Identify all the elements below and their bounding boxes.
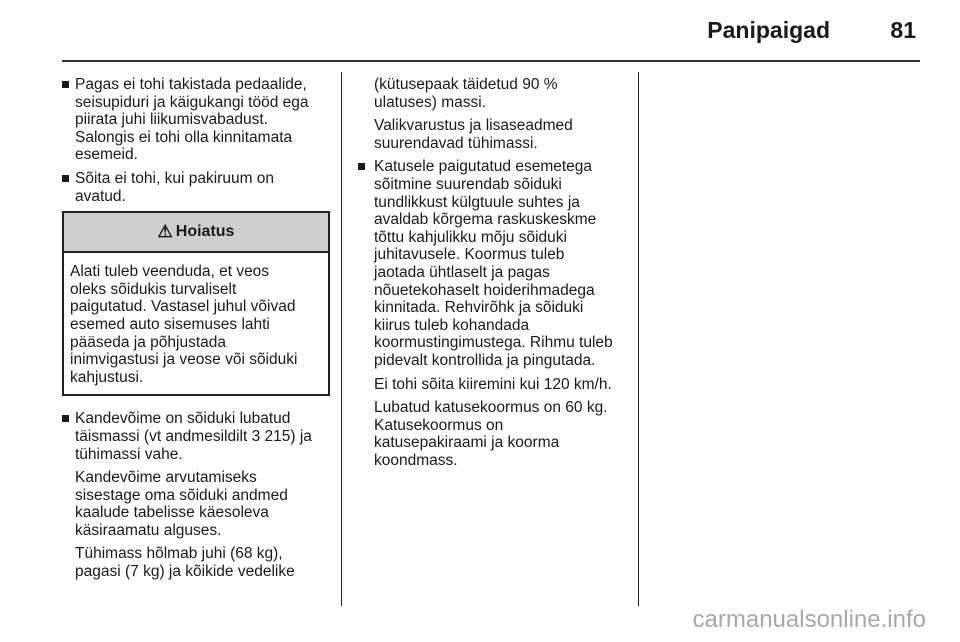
text-line: esemeid. [75,146,138,164]
bullet-square-icon [62,175,69,182]
text-line: Kandevõime arvutamiseks [75,469,257,487]
bullet-square-icon [62,81,69,88]
page-number: 81 [890,17,916,43]
text-line: sõitmine suurendab sõiduki [374,175,562,193]
text-line: esemed auto sisemuses lahti [70,315,270,333]
text-line: Sõita ei tohi, kui pakiruum on [75,169,275,187]
page-title: Panipaigad [707,17,830,43]
text-line: koondmass. [374,451,458,469]
text-line: juhitavusele. Koormus tuleb [374,246,565,264]
column-divider [638,72,639,606]
text-line: Kandevõime on sõiduki lubatud [75,410,291,428]
text-line: Lubatud katusekoormus on 60 kg. [374,399,608,417]
text-line [75,428,330,446]
header-rule [62,60,920,62]
text-line: avaldab kõrgema raskuskeskme [374,211,597,229]
text-line: Katusele paigutatud esemetega [374,158,593,176]
text-line: kahjustusi. [70,368,144,386]
column-divider [341,72,342,606]
text-line: tõttu kahjulikku mõju sõiduki [374,228,567,246]
warning-triangle-icon: ⚠ [157,222,173,242]
text-line: (kütusepaak täidetud 90 % [374,76,558,93]
text-line: Tühimass hõlmab juhi (68 kg), [75,545,283,563]
paragraph [374,376,630,394]
text-line: Ei tohi sõita kiiremini kui 120 km/h. [374,375,612,393]
text-line: seisupiduri ja käigukangi tööd ega [75,93,309,111]
middle-column [358,76,630,475]
warning-box [62,211,330,396]
text-line: kinnitada. Rehvirõhk ja sõiduki [374,299,584,317]
text-line: jaotada ühtlaselt ja pagas [374,263,550,281]
text-line: käsiraamatu alguses. [75,521,222,539]
text-line: koormustingimustega. Rihmu tuleb [374,334,613,352]
text-line: Alati tuleb veenduda, et veos [70,263,270,281]
bullet-square-icon [358,163,365,170]
text-line: Salongis ei tohi olla kinnitamata [75,128,293,146]
bullet-item [62,170,330,205]
text-line: pääseda ja põhjustada [70,333,226,351]
text-line: tundlikkust külgtuule suhtes ja [374,193,580,211]
text-line: sisestage oma sõiduki andmed [75,486,288,504]
bullet-item [62,76,330,164]
text-line: paigutatud. Vastasel juhul võivad [70,298,296,316]
text-line: inimvigastusi ja veose või sõiduki [70,351,298,369]
text-fragment: täismassi (vt andmesildilt [75,427,252,445]
text-fragment: 215) ja [260,427,312,445]
text-line: kiirus tuleb kohandada [374,316,530,334]
warning-title: Hoiatus [175,223,235,241]
text-line: ulatuses) massi. [374,93,486,111]
paragraph [374,76,630,111]
text-line: Valikvarustus ja lisaseadmed [374,117,573,135]
bullet-square-icon [62,415,69,422]
text-line: pidevalt kontrollida ja pingutada. [374,351,596,369]
page-reference-icon: 3 [251,427,261,445]
text-line: piirata juhi liikumisvabadust. [75,111,268,129]
text-line: oleks sõidukis turvaliselt [70,280,237,298]
text-line: Pagas ei tohi takistada pedaalide, [75,76,307,93]
paragraph [75,545,330,580]
text-line: suurendavad tühimassi. [374,134,538,152]
paragraph [75,469,330,539]
watermark-text: carmanualsonline.info [692,606,926,633]
text-line: nõuetekohaselt hoiderihmadega [374,281,595,299]
text-line: pagasi (7 kg) ja kõikide vedelike [75,563,295,581]
text-line: tühimassi vahe. [75,445,183,463]
paragraph [374,117,630,152]
paragraph [374,399,630,469]
warning-body [64,253,328,394]
bullet-item [62,410,330,463]
text-line: avatud. [75,187,126,205]
text-line: kaalude tabelisse käesoleva [75,504,269,522]
warning-header [64,213,328,253]
text-line: katusepakiraami ja koorma [374,434,560,452]
left-column [62,76,330,587]
text-line: Katusekoormus on [374,416,504,434]
bullet-item [358,158,630,369]
